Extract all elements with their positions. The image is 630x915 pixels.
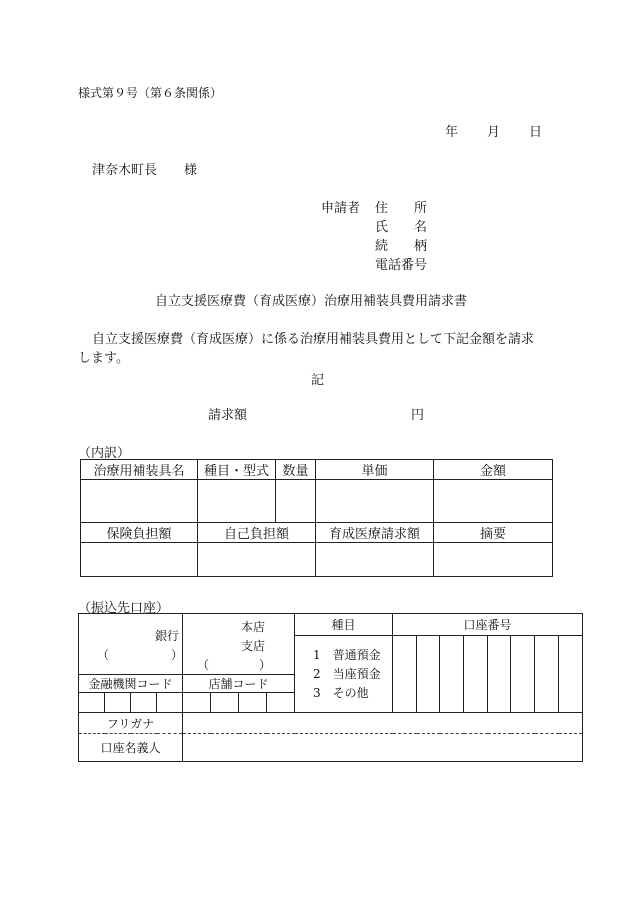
account-type-2[interactable]: 2 当座預金 [313,666,381,681]
account-digit-4[interactable] [464,636,488,713]
body-text: 自立支援医療費（育成医療）に係る治療用補装具費用として下記金額を請求 [92,332,535,347]
account-digit-7[interactable] [535,636,559,713]
honten-label: 本店 [241,620,266,634]
account-holder-input[interactable] [183,734,583,762]
bank-name-cell[interactable] [79,614,183,675]
applicant-label: 申請者 [321,201,361,216]
bank-code-digit-2[interactable] [105,693,131,713]
self-pay-cell[interactable] [198,543,316,577]
header-amount: 金額 [434,460,553,480]
branch-code-label: 店舗コード [183,675,295,693]
branch-paren-close: ） [259,658,272,672]
branch-code-digit-3[interactable] [239,693,267,713]
bank-code-digit-3[interactable] [131,693,157,713]
bank-code-label: 金融機関コード [79,675,183,693]
breakdown-input-row-1 [81,480,553,523]
date-month: 月 [487,125,501,140]
amount-cell[interactable] [434,480,553,523]
header-device-name: 治療用補装具名 [81,460,198,480]
claim-unit: 円 [411,408,425,423]
date-day: 日 [529,125,543,140]
bank-paren-open: （ [97,648,110,662]
header-insurance-amount: 保険負担額 [81,523,198,543]
recipient-name: 津奈木町長 [92,163,158,178]
account-number-header: 口座番号 [393,614,583,636]
header-unit-price: 単価 [316,460,434,480]
account-digit-5[interactable] [488,636,511,713]
form-number: 様式第９号（第６条関係） [78,86,223,100]
branch-name-cell[interactable] [183,614,295,675]
header-self-pay: 自己負担額 [198,523,316,543]
ki-label: 記 [311,373,325,388]
account-label: （振込先口座） [78,601,170,616]
unit-price-cell[interactable] [316,480,434,523]
account-type-1[interactable]: 1 普通預金 [313,647,381,662]
account-digit-6[interactable] [511,636,535,713]
date-year: 年 [445,125,459,140]
header-type-model: 種目・型式 [198,460,276,480]
bank-paren-close: ） [171,648,184,662]
bank-code-digit-1[interactable] [79,693,105,713]
recipient-honorific: 様 [184,163,198,178]
account-type-options [295,636,393,713]
branch-paren-open: （ [197,658,210,672]
breakdown-table [80,459,553,577]
header-medical-claim: 育成医療請求額 [316,523,434,543]
account-digit-3[interactable] [440,636,464,713]
account-digit-2[interactable] [417,636,440,713]
bank-code-digit-4[interactable] [157,693,183,713]
applicant-name-label: 氏 名 [375,220,428,235]
claim-label: 請求額 [208,408,248,423]
branch-code-digit-4[interactable] [267,693,295,713]
furigana-label: フリガナ [79,713,183,734]
branch-code-digit-2[interactable] [211,693,239,713]
quantity-cell[interactable] [276,480,316,523]
remarks-cell[interactable] [434,543,553,577]
breakdown-header-row-1 [81,460,553,480]
applicant-relation-label: 続 柄 [375,239,428,254]
document-title: 自立支援医療費（育成医療）治療用補装具費用請求書 [155,294,468,309]
body-text-2: します。 [78,351,129,366]
breakdown-input-row-2 [81,543,553,577]
applicant-address-label: 住 所 [375,201,428,216]
breakdown-header-row-2 [81,523,553,543]
header-quantity: 数量 [276,460,316,480]
shiten-label: 支店 [241,639,266,653]
account-digit-1[interactable] [393,636,417,713]
type-model-cell[interactable] [198,480,276,523]
account-type-header: 種目 [295,614,393,636]
medical-claim-cell[interactable] [316,543,434,577]
account-table [78,613,583,762]
insurance-amount-cell[interactable] [81,543,198,577]
branch-code-digit-1[interactable] [183,693,211,713]
bank-label: 銀行 [155,629,180,643]
furigana-input[interactable] [183,713,583,734]
header-remarks: 摘要 [434,523,553,543]
device-name-cell[interactable] [81,480,198,523]
account-holder-label: 口座名義人 [79,734,183,762]
account-type-3[interactable]: 3 その他 [313,685,369,700]
applicant-phone-label: 電話番号 [375,258,428,273]
account-digit-8[interactable] [559,636,583,713]
breakdown-label: （内訳） [78,446,131,461]
